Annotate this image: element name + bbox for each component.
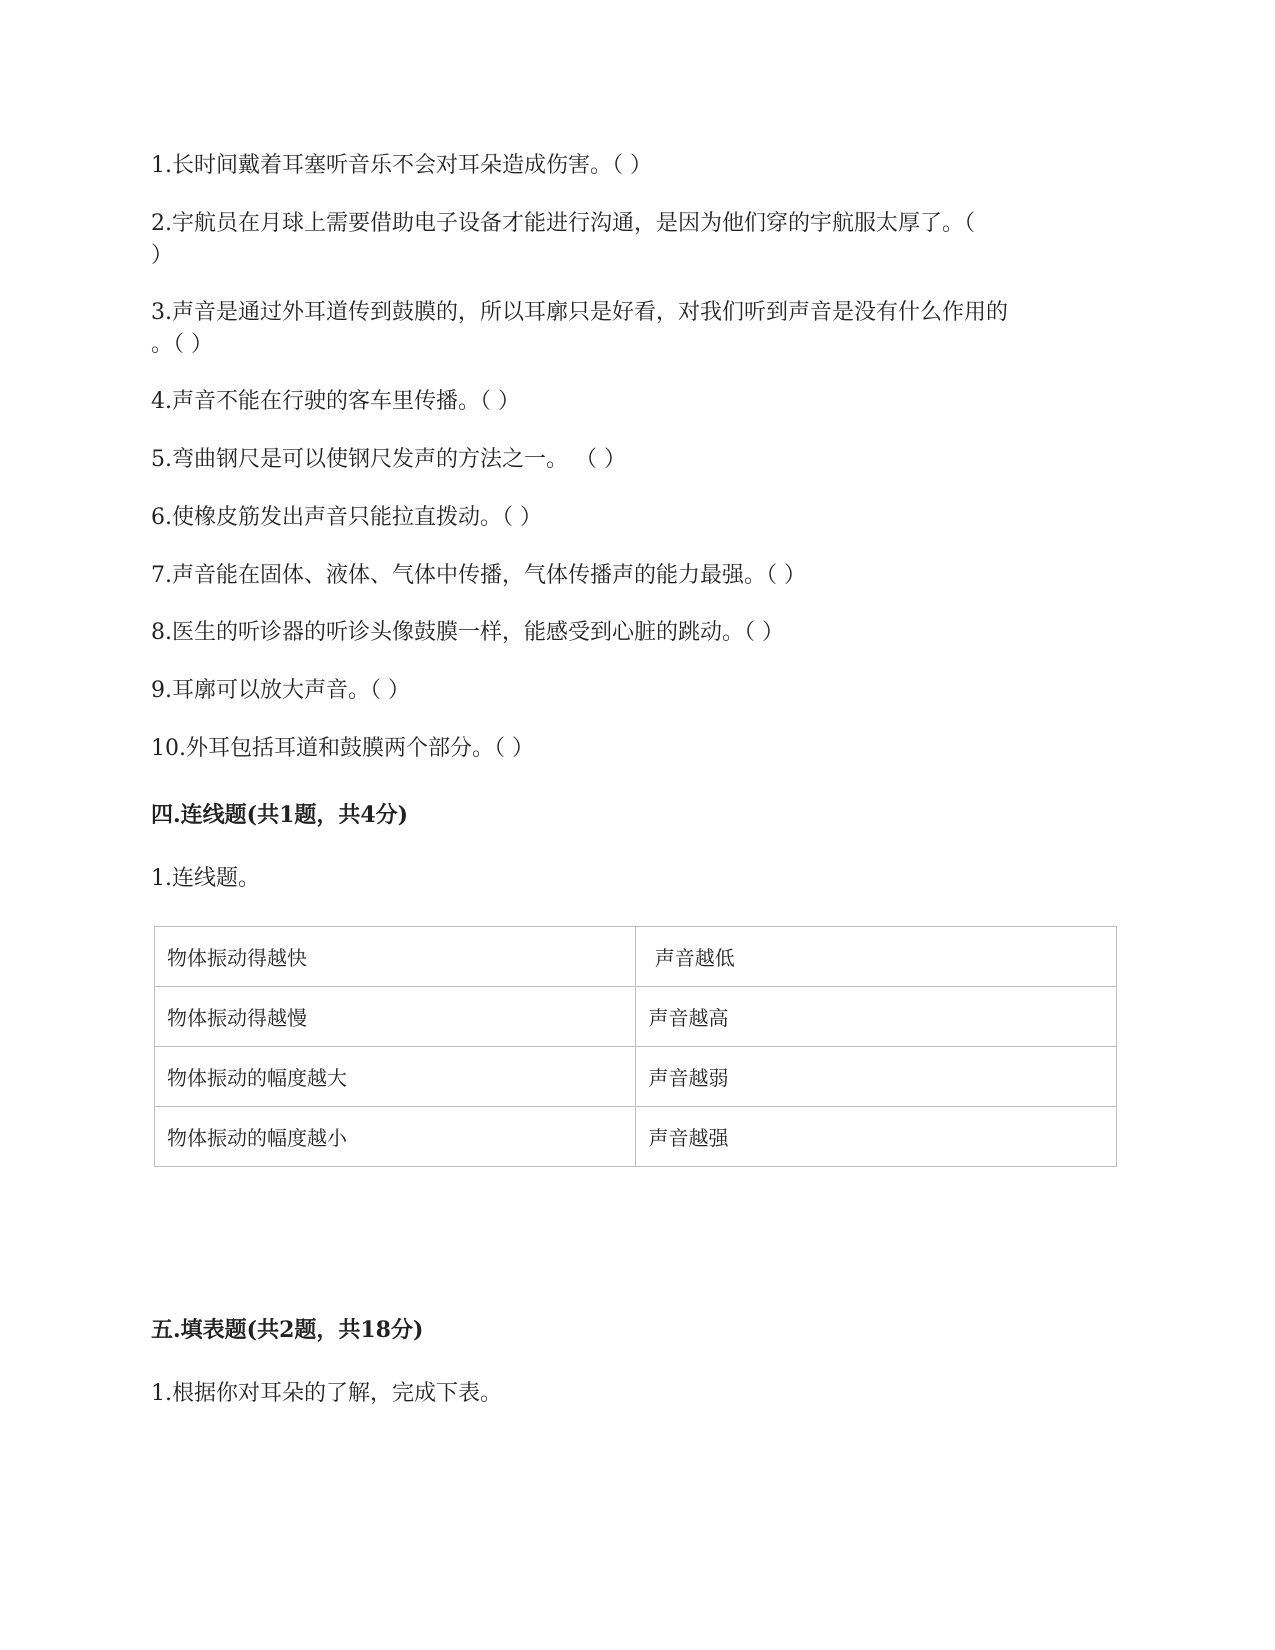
question-3-line-1: 3.声音是通过外耳道传到鼓膜的，所以耳廓只是好看，对我们听到声音是没有什么作用的	[151, 300, 1008, 325]
matching-table	[154, 926, 1117, 1167]
question-8: 8.医生的听诊器的听诊头像鼓膜一样，能感受到心脏的跳动。（ ）	[151, 620, 784, 645]
table-cell-left: 物体振动得越慢	[155, 987, 636, 1047]
table-cell-left: 物体振动得越快	[155, 927, 636, 987]
table-cell-right: 声音越高	[636, 987, 1117, 1047]
question-4: 4.声音不能在行驶的客车里传播。（ ）	[151, 389, 520, 414]
section-5-question-1: 1.根据你对耳朵的了解，完成下表。	[151, 1381, 502, 1406]
question-7: 7.声音能在固体、液体、气体中传播，气体传播声的能力最强。（ ）	[151, 563, 806, 588]
section-5-heading: 五.填表题(共2题，共18分)	[151, 1317, 424, 1343]
table-row	[155, 987, 1117, 1047]
section-4-heading: 四.连线题(共1题，共4分)	[151, 802, 409, 828]
question-5: 5.弯曲钢尺是可以使钢尺发声的方法之一。 （ ）	[151, 447, 626, 472]
section-4-question-1: 1.连线题。	[151, 866, 260, 891]
table-cell-right: 声音越低	[636, 927, 1117, 987]
question-9: 9.耳廓可以放大声音。（ ）	[151, 678, 410, 703]
table-cell-right: 声音越强	[636, 1107, 1117, 1167]
table-row	[155, 1107, 1117, 1167]
question-10: 10.外耳包括耳道和鼓膜两个部分。（ ）	[151, 736, 534, 761]
question-1: 1.长时间戴着耳塞听音乐不会对耳朵造成伤害。（ ）	[151, 153, 652, 178]
table-cell-left: 物体振动的幅度越小	[155, 1107, 636, 1167]
question-2-line-2: ）	[151, 243, 174, 268]
table-row	[155, 1047, 1117, 1107]
question-2-line-1: 2.宇航员在月球上需要借助电子设备才能进行沟通，是因为他们穿的宇航服太厚了。（	[151, 211, 975, 236]
table-row	[155, 927, 1117, 987]
question-3-line-2: 。（ ）	[151, 332, 213, 357]
table-cell-right: 声音越弱	[636, 1047, 1117, 1107]
table-cell-left: 物体振动的幅度越大	[155, 1047, 636, 1107]
question-6: 6.使橡皮筋发出声音只能拉直拨动。（ ）	[151, 505, 542, 530]
